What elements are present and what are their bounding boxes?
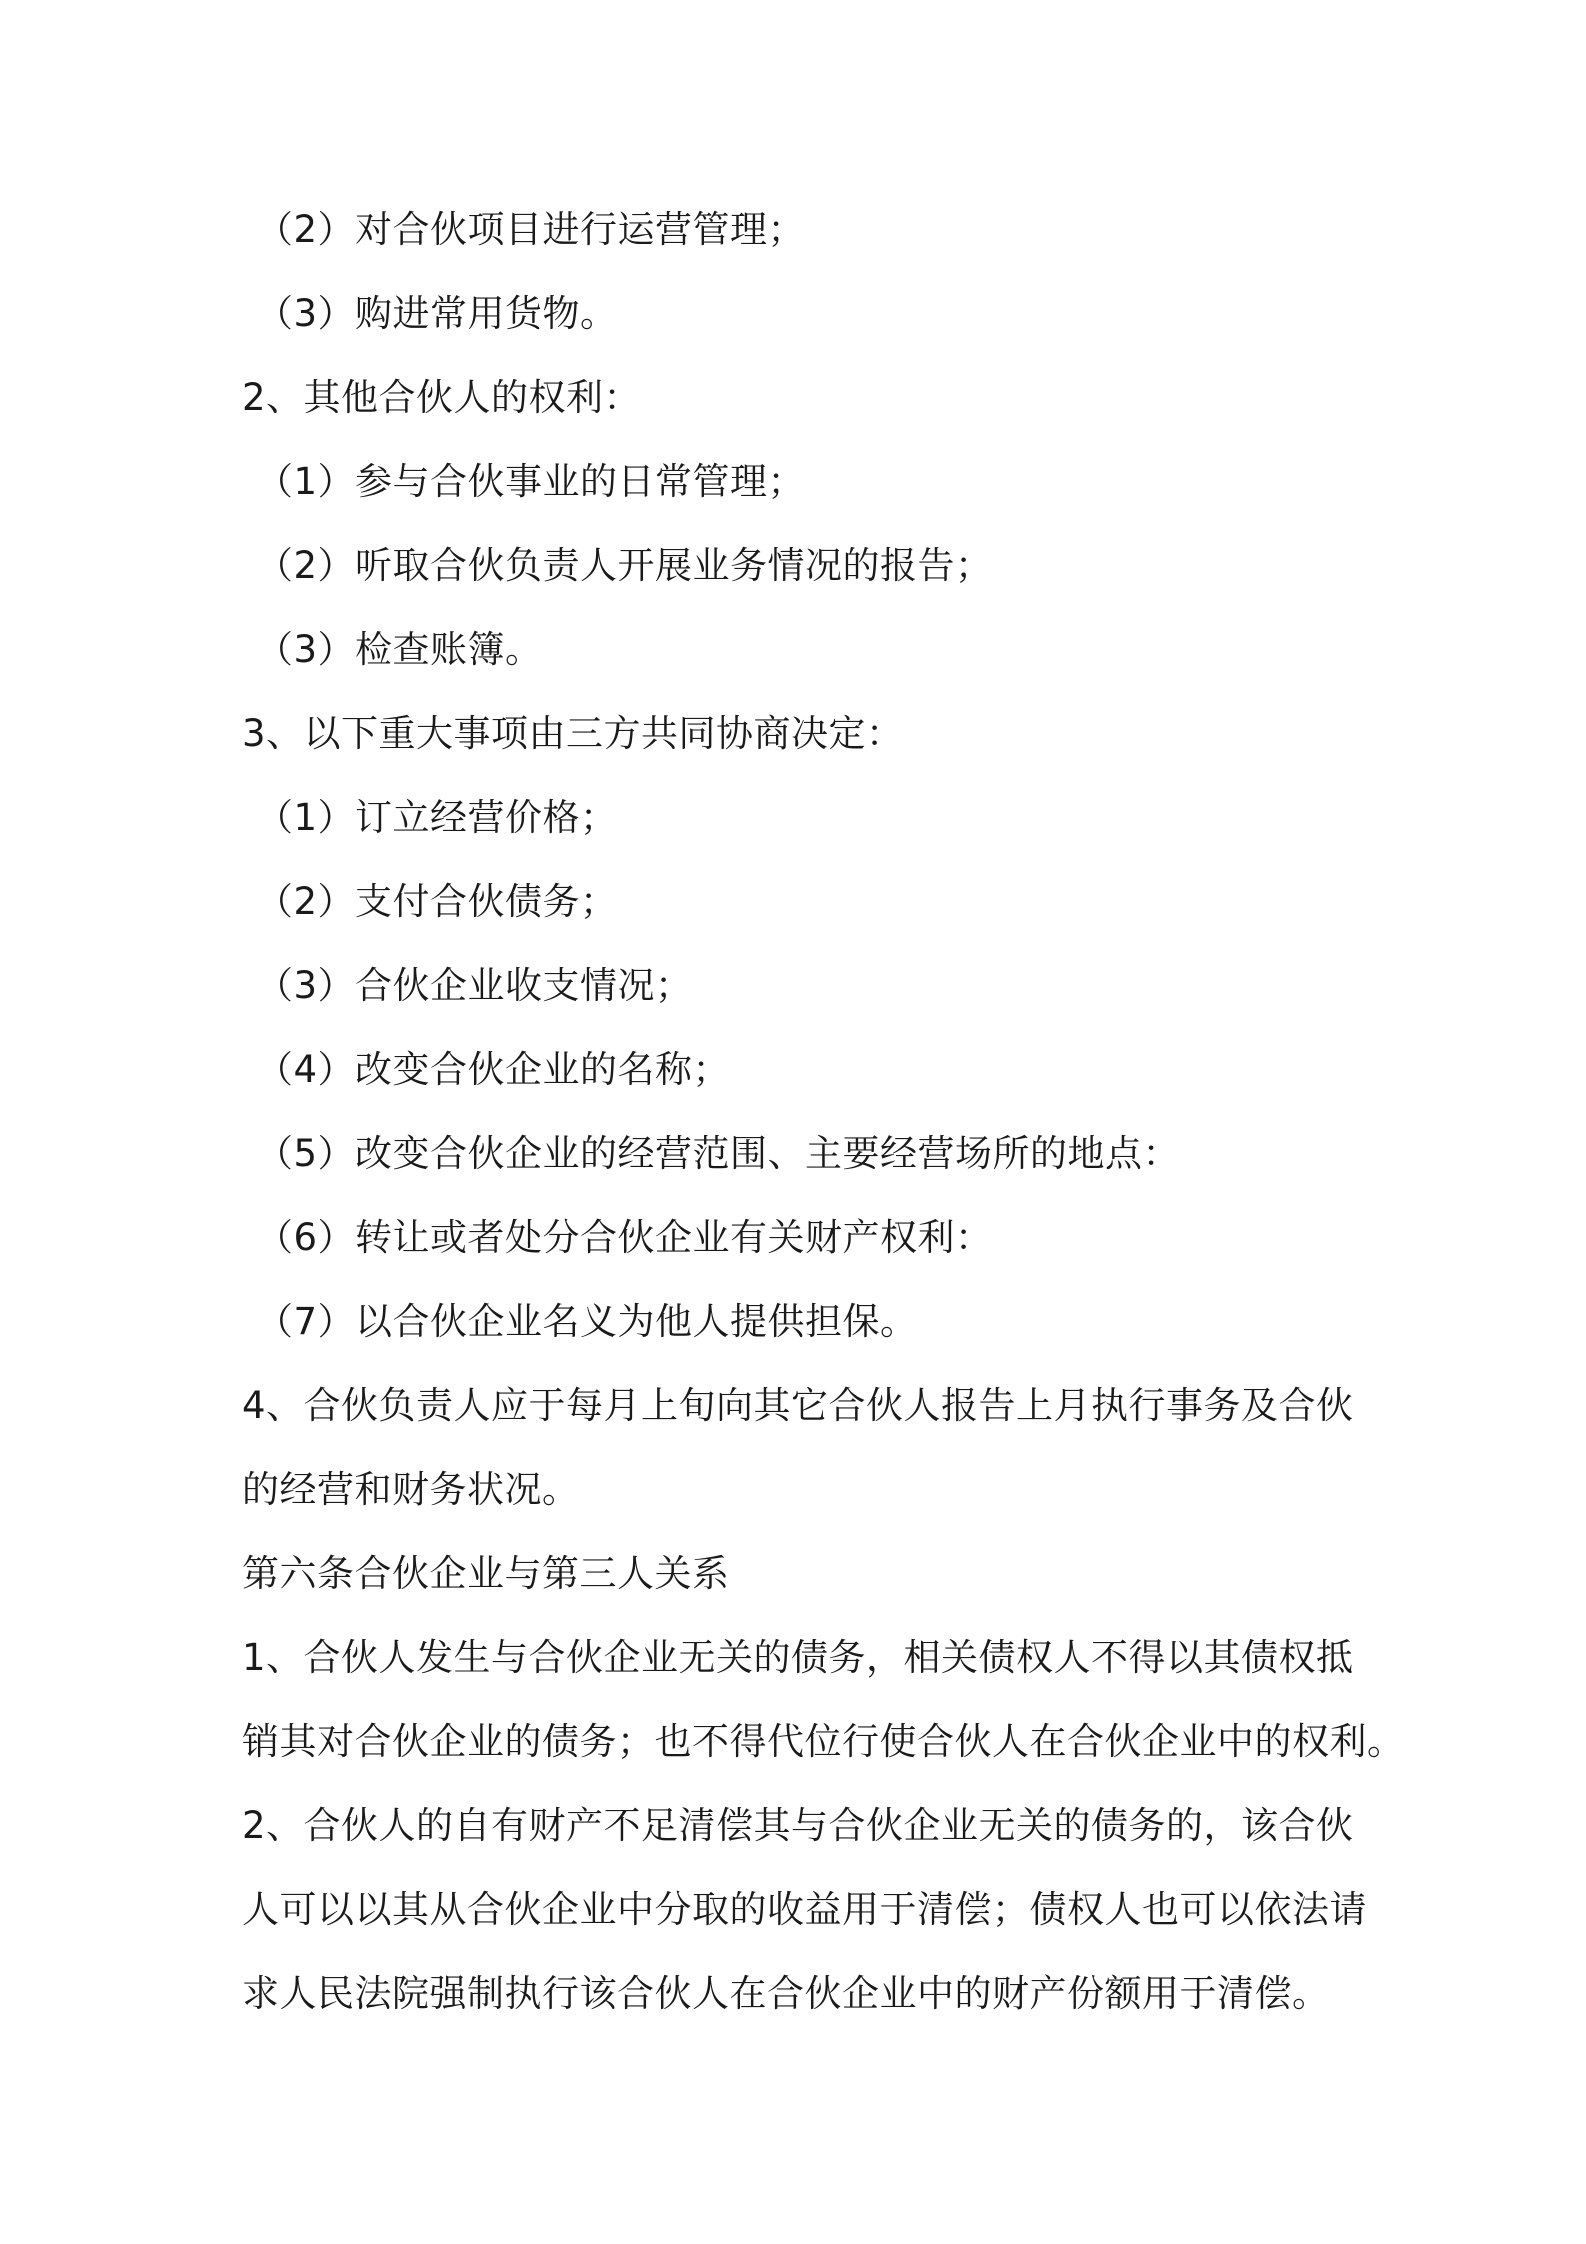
text-line: 销其对合伙企业的债务；也不得代位行使合伙人在合伙企业中的权利。 (242, 1720, 1405, 1763)
text-line: （6）转让或者处分合伙企业有关财产权利： (256, 1216, 993, 1259)
text-line: （1）参与合伙事业的日常管理； (256, 460, 806, 503)
text-line: 求人民法院强制执行该合伙人在合伙企业中的财产份额用于清偿。 (242, 1972, 1330, 2015)
text-line: （1）订立经营价格； (256, 796, 618, 839)
text-line: 2、合伙人的自有财产不足清偿其与合伙企业无关的债务的，该合伙 (242, 1804, 1354, 1847)
text-line: （3）合伙企业收支情况； (256, 964, 693, 1007)
text-line: 2、其他合伙人的权利： (242, 376, 642, 419)
text-line: 人可以以其从合伙企业中分取的收益用于清偿；债权人也可以依法请 (242, 1888, 1367, 1931)
text-line: （2）听取合伙负责人开展业务情况的报告； (256, 544, 993, 587)
text-line: （7）以合伙企业名义为他人提供担保。 (256, 1300, 918, 1343)
text-line: （4）改变合伙企业的名称； (256, 1048, 731, 1091)
text-line: 3、以下重大事项由三方共同协商决定： (242, 712, 904, 755)
text-line: （3）购进常用货物。 (256, 292, 618, 335)
text-line: （5）改变合伙企业的经营范围、主要经营场所的地点： (256, 1132, 1181, 1175)
text-line: 的经营和财务状况。 (242, 1468, 580, 1511)
text-line: （2）支付合伙债务； (256, 880, 618, 923)
text-line: （3）检查账簿。 (256, 628, 543, 671)
text-line: （2）对合伙项目进行运营管理； (256, 208, 806, 251)
text-line: 4、合伙负责人应于每月上旬向其它合伙人报告上月执行事务及合伙 (242, 1384, 1354, 1427)
text-line: 1、合伙人发生与合伙企业无关的债务，相关债权人不得以其债权抵 (242, 1636, 1354, 1679)
section-heading: 第六条合伙企业与第三人关系 (242, 1552, 730, 1595)
